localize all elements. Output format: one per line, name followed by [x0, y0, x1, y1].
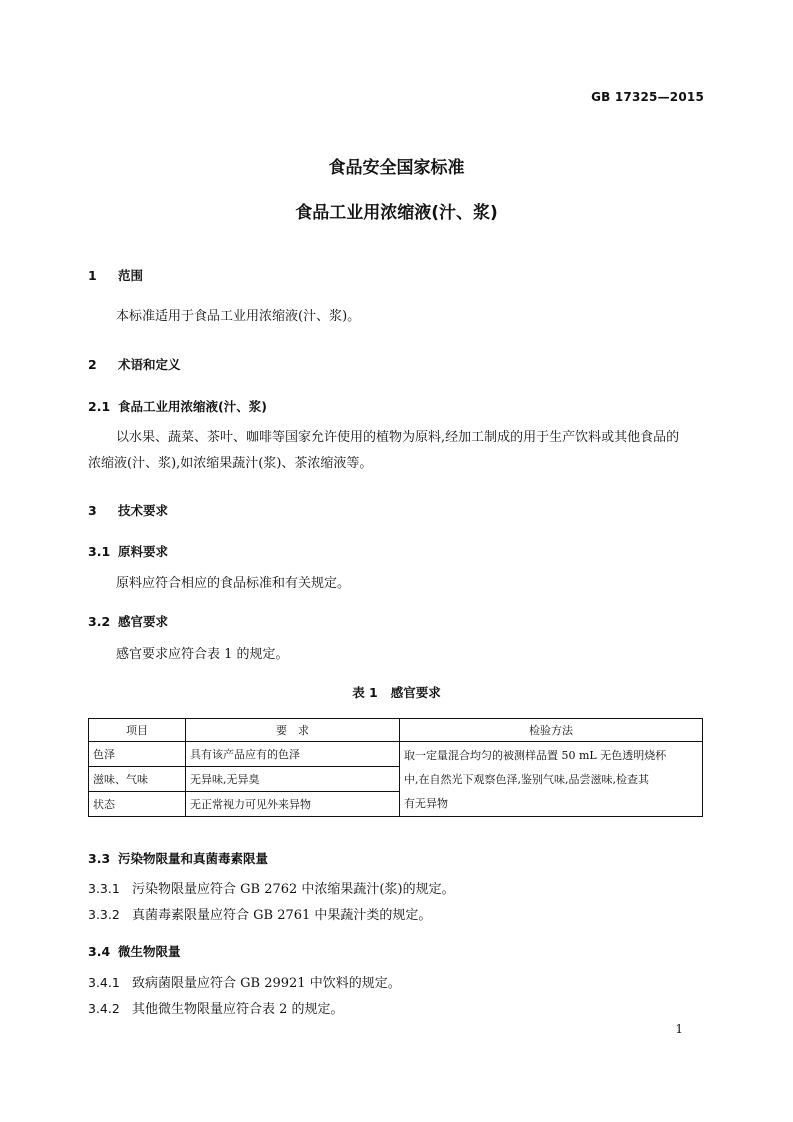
section-3-4-heading: [88, 942, 181, 960]
clause-text: 其他微生物限量应符合表 2 的规定。: [132, 1002, 344, 1017]
column-header: 项目: [89, 719, 186, 742]
standard-number: GB 17325—2015: [591, 90, 704, 104]
section-1-heading: [88, 266, 143, 284]
section-2-1-heading: [88, 397, 267, 415]
clause-number: 3.3.1: [88, 881, 120, 896]
table-row: [89, 742, 703, 767]
section-title: 微生物限量: [118, 944, 181, 959]
definition-line-2: 浓缩液(汁、浆),如浓缩果蔬汁(浆)、茶浓缩液等。: [88, 456, 373, 471]
column-header: 要 求: [186, 719, 400, 742]
section-3-3-2: [88, 903, 431, 928]
table-cell-item: 状态: [89, 792, 186, 817]
method-line: 取一定量混合均匀的被测样品置 50 mL 无色透明烧杯: [404, 749, 667, 762]
clause-text: 致病菌限量应符合 GB 29921 中饮料的规定。: [132, 976, 401, 991]
clause-number: 3.4.1: [88, 975, 120, 990]
section-title: 范围: [118, 268, 144, 283]
document-title: 食品安全国家标准: [328, 158, 465, 178]
document-subtitle: 食品工业用浓缩液(汁、浆): [295, 203, 498, 223]
table-cell-item: 滋味、气味: [89, 767, 186, 792]
table-header-row: [89, 719, 703, 742]
section-3-4-1: [88, 971, 401, 996]
section-title: 感官要求: [118, 614, 169, 629]
clause-text: 真菌毒素限量应符合 GB 2761 中果蔬汁类的规定。: [132, 908, 432, 923]
clause-text: 污染物限量应符合 GB 2762 中浓缩果蔬汁(浆)的规定。: [132, 882, 455, 897]
definition-line-1: 以水果、蔬菜、茶叶、咖啡等国家允许使用的植物为原料,经加工制成的用于生产饮料或其他食品的: [116, 430, 680, 445]
clause-number: 3.3.2: [88, 907, 120, 922]
section-3-2-text: 感官要求应符合表 1 的规定。: [116, 647, 289, 662]
section-number: 3: [88, 503, 97, 518]
section-3-1-text: 原料应符合相应的食品标准和有关规定。: [116, 576, 351, 591]
table-cell-requirement: 无正常视力可见外来异物: [186, 792, 400, 817]
section-title: 原料要求: [118, 544, 169, 559]
section-1-text: 本标准适用于食品工业用浓缩液(汁、浆)。: [116, 309, 361, 324]
section-3-3-1: [88, 877, 455, 902]
section-number: 3.3: [88, 851, 111, 866]
section-3-3-heading: [88, 849, 268, 867]
section-title: 术语和定义: [118, 357, 181, 372]
method-line: 有无异物: [404, 797, 448, 810]
table-1-caption: 表 1 感官要求: [352, 685, 441, 700]
section-title: 食品工业用浓缩液(汁、浆): [118, 399, 267, 414]
column-header: 检验方法: [400, 719, 703, 742]
section-2-heading: [88, 355, 181, 373]
method-line: 中,在自然光下观察色泽,鉴别气味,品尝滋味,检查其: [404, 773, 649, 786]
section-number: 3.2: [88, 614, 111, 629]
section-number: 3.4: [88, 944, 111, 959]
sensory-requirements-table: [88, 718, 703, 817]
section-number: 1: [88, 268, 97, 283]
section-3-heading: [88, 501, 168, 519]
page-number: 1: [675, 1022, 683, 1036]
section-3-4-2: [88, 997, 344, 1022]
section-number: 2.1: [88, 399, 111, 414]
section-number: 3.1: [88, 544, 111, 559]
table-cell-method: [400, 742, 703, 817]
section-3-1-heading: [88, 542, 168, 560]
section-title: 技术要求: [118, 503, 169, 518]
table-cell-item: 色泽: [89, 742, 186, 767]
section-title: 污染物限量和真菌毒素限量: [118, 851, 269, 866]
section-3-2-heading: [88, 612, 168, 630]
clause-number: 3.4.2: [88, 1001, 120, 1016]
table-cell-requirement: 无异味,无异臭: [186, 767, 400, 792]
section-number: 2: [88, 357, 97, 372]
table-cell-requirement: 具有该产品应有的色泽: [186, 742, 400, 767]
